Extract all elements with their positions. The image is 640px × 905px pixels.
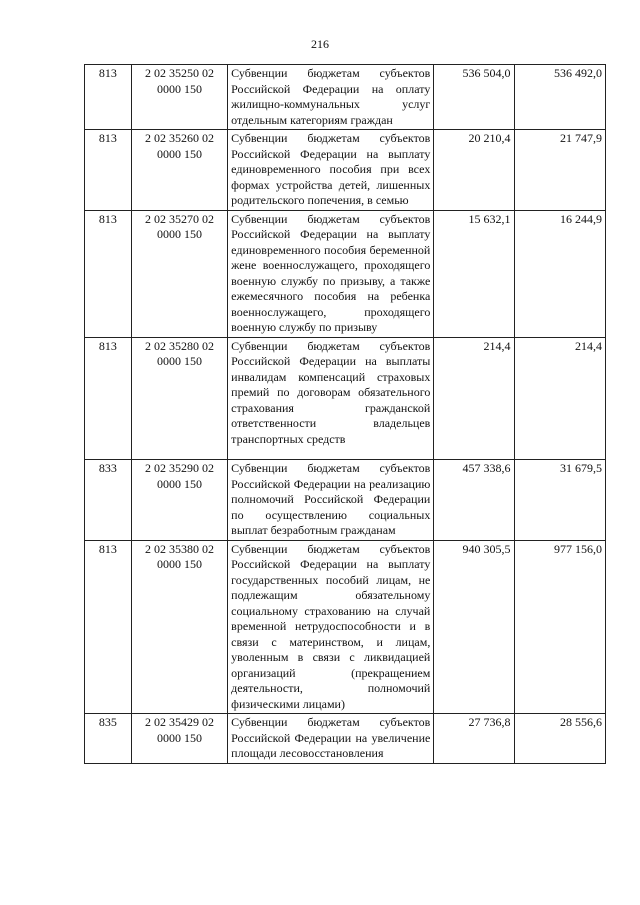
admin-code: 813 [85,130,132,211]
revenue-code-part2: 0000 150 [156,227,202,241]
amount-year-1: 20 210,4 [434,130,514,211]
revenue-code-part1: 2 02 35250 02 [144,66,214,80]
admin-code: 813 [85,65,132,130]
table-row [85,65,606,130]
table-row [85,714,606,764]
revenue-name: Субвенции бюджетам субъектов Российской Федерации на выплаты инвалидам компенсаций страховых премий по договорам обязательного страхования гражданской ответственности владельцев транспортных средств [228,337,434,460]
revenue-code [131,210,227,337]
revenue-code-part2: 0000 150 [156,557,202,571]
revenue-code-part1: 2 02 35280 02 [144,338,214,353]
revenue-code-part1: 2 02 35290 02 [144,461,214,475]
revenue-name: Субвенции бюджетам субъектов Российской Федерации на реализацию полномочий Российской Федерации по осуществлению социальных выплат безработным гражданам [228,460,434,541]
revenue-code-part2: 0000 150 [156,354,202,368]
admin-code: 835 [85,714,132,764]
admin-code: 813 [85,210,132,337]
revenue-name: Субвенции бюджетам субъектов Российской Федерации на увеличение площади лесовосстановления [228,714,434,764]
amount-year-2: 31 679,5 [514,460,605,541]
amount-year-1: 27 736,8 [434,714,514,764]
admin-code: 813 [85,337,132,460]
revenue-code [131,714,227,764]
admin-code: 813 [85,540,132,714]
revenue-code-part1: 2 02 35260 02 [144,131,214,145]
table-row [85,540,606,714]
amount-year-1: 457 338,6 [434,460,514,541]
revenue-name: Субвенции бюджетам субъектов Российской Федерации на выплату единовременного пособия беременной жене военнослужащего, проходящего военную службу по призыву, а также ежемесячного пособия на ребенка военнослужащего, проходящего военную службу по призыву [228,210,434,337]
revenue-code-part2: 0000 150 [156,730,202,745]
revenue-name: Субвенции бюджетам субъектов Российской Федерации на выплату государственных пособий лицам, не подлежащим обязательному социальному страхованию на случай временной нетрудоспособности и в связи с материнством, и лицам, уволенным в связи с ликвидацией организаций (прекращением деятельности, полномочий физическими лицами) [228,540,434,714]
revenue-code-part2: 0000 150 [156,81,202,96]
table-row [85,460,606,541]
revenue-code [131,460,227,541]
amount-year-2: 536 492,0 [514,65,605,130]
amount-year-2: 28 556,6 [514,714,605,764]
page-number: 216 [311,37,329,51]
amount-year-1: 940 305,5 [434,540,514,714]
revenue-code [131,65,227,130]
revenue-code-part2: 0000 150 [156,476,202,491]
amount-year-1: 536 504,0 [434,65,514,130]
amount-year-2: 21 747,9 [514,130,605,211]
revenue-name: Субвенции бюджетам субъектов Российской Федерации на оплату жилищно-коммунальных услуг отдельным категориям граждан [228,65,434,130]
revenue-code-part1: 2 02 35270 02 [144,211,214,226]
table-row [85,210,606,337]
revenue-name: Субвенции бюджетам субъектов Российской Федерации на выплату единовременного пособия при всех формах устройства детей, лишенных родительского попечения, в семью [228,130,434,211]
amount-year-2: 16 244,9 [514,210,605,337]
amount-year-2: 977 156,0 [514,540,605,714]
amount-year-1: 214,4 [434,337,514,460]
revenue-code-part1: 2 02 35380 02 [144,541,214,556]
revenue-code [131,337,227,460]
amount-year-2: 214,4 [514,337,605,460]
amount-year-1: 15 632,1 [434,210,514,337]
revenue-code-part1: 2 02 35429 02 [144,715,214,729]
revenue-code [131,130,227,211]
revenue-code-part2: 0000 150 [156,146,202,161]
revenue-code [131,540,227,714]
table-row [85,130,606,211]
table-row [85,337,606,460]
budget-table [84,64,606,764]
admin-code: 833 [85,460,132,541]
